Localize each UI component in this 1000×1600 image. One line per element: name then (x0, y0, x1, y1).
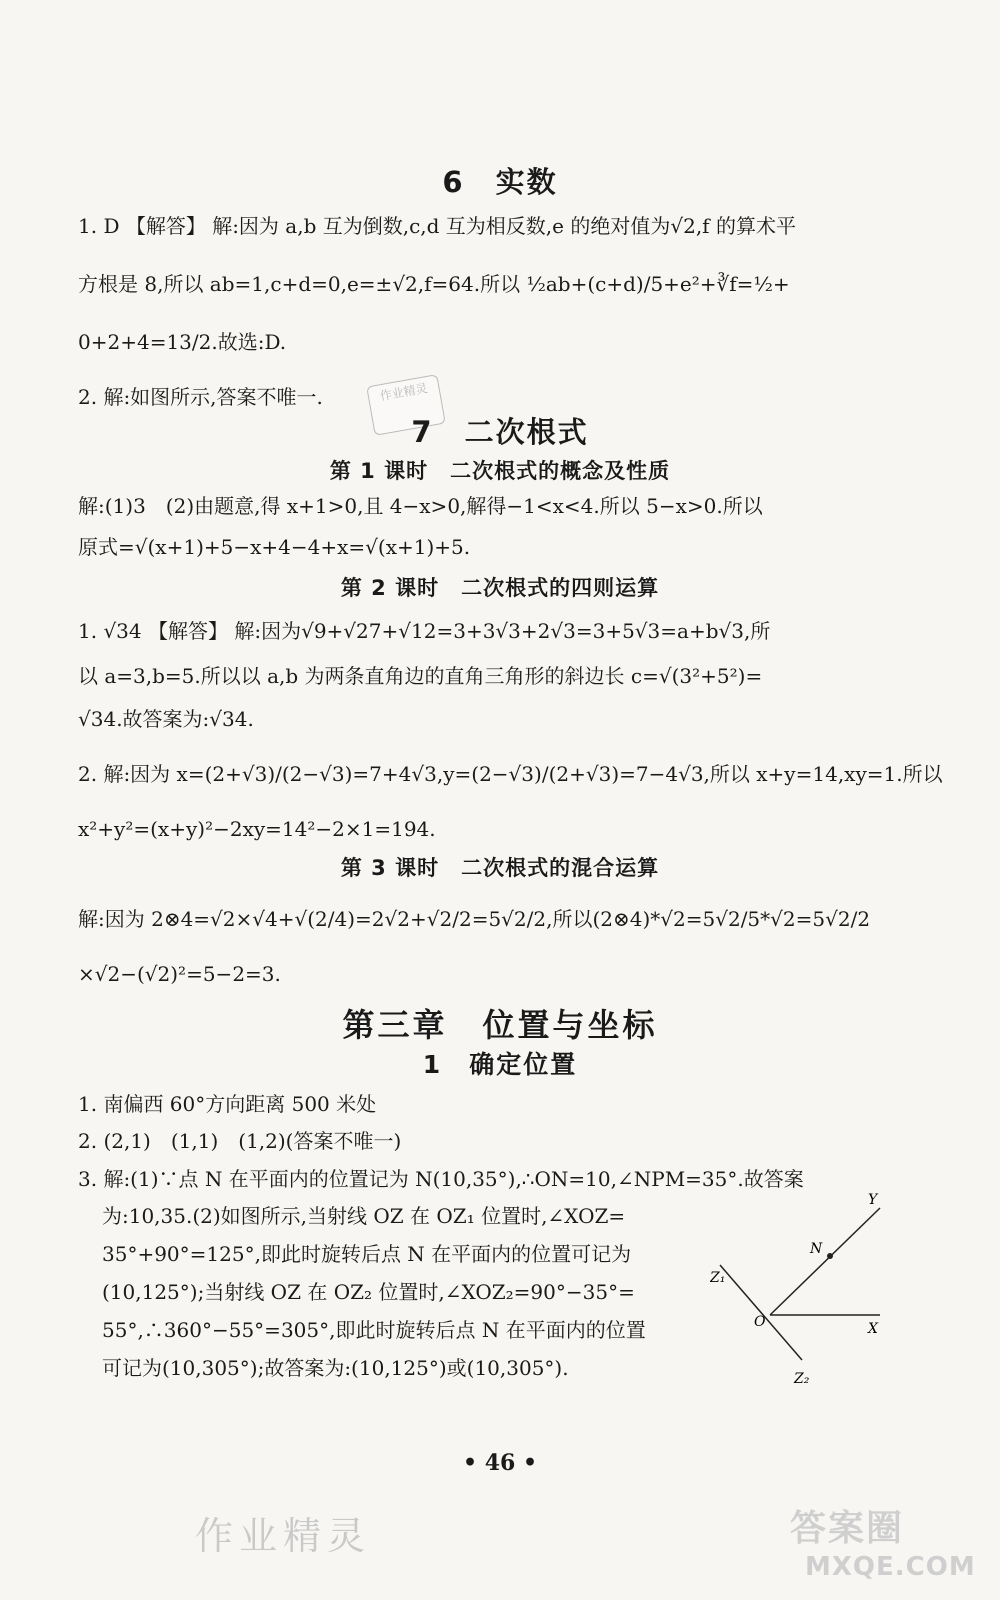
answer-line: √34.故答案为:√34. (78, 707, 254, 731)
answer-line: 3. 解:(1)∵点 N 在平面内的位置记为 N(10,35°),∴ON=10,∠NPM=35°.故答案 (78, 1167, 804, 1191)
answer-line: 35°+90°=125°,即此时旋转后点 N 在平面内的位置可记为 (102, 1242, 632, 1266)
answer-line: 1. √34 【解答】 解:因为√9+√27+√12=3+3√3+2√3=3+5√3=a+b√3,所 (78, 619, 771, 643)
chapter-title: 第三章 位置与坐标 (342, 1006, 658, 1044)
answer-line: 为:10,35.(2)如图所示,当射线 OZ 在 OZ₁ 位置时,∠XOZ= (102, 1204, 626, 1228)
watermark-stamp-text: 作业精灵 (378, 381, 429, 404)
ray-oy (770, 1208, 880, 1315)
answer-line: 0+2+4=13/2.故选:D. (78, 330, 287, 354)
label-z1: Z₁ (710, 1270, 726, 1286)
label-o: O (754, 1314, 766, 1330)
watermark-logo: 答案圈 (790, 1508, 905, 1549)
label-n: N (810, 1241, 823, 1257)
point-n (827, 1253, 833, 1259)
answer-line: 原式=√(x+1)+5−x+4−4+x=√(x+1)+5. (78, 535, 471, 559)
rotation-diagram (710, 1190, 910, 1390)
lesson-title-3: 第 3 课时 二次根式的混合运算 (340, 856, 660, 880)
answer-line: 55°,∴360°−55°=305°,即此时旋转后点 N 在平面内的位置 (102, 1318, 646, 1342)
section-title-7: 7 二次根式 (411, 415, 589, 449)
answer-line: 1. D 【解答】 解:因为 a,b 互为倒数,c,d 互为相反数,e 的绝对值为√2,f 的算术平 (78, 214, 796, 238)
answer-line: x²+y²=(x+y)²−2xy=14²−2×1=194. (78, 817, 436, 841)
watermark-logo-url: MXQE.COM (805, 1552, 976, 1582)
lesson-title-2: 第 2 课时 二次根式的四则运算 (340, 576, 660, 600)
label-y: Y (868, 1192, 878, 1208)
answer-line: 解:因为 2⊗4=√2×√4+√(2/4)=2√2+√2/2=5√2/2,所以(2⊗4)*√2=5√2/5*√2=5√2/2 (78, 907, 871, 931)
label-z2: Z₂ (794, 1371, 810, 1387)
answer-line: 可记为(10,305°);故答案为:(10,125°)或(10,305°). (102, 1356, 569, 1380)
answer-line: 2. 解:如图所示,答案不唯一. (78, 385, 323, 409)
section-title-6: 6 实数 (442, 165, 558, 199)
section-title-1: 1 确定位置 (422, 1050, 578, 1079)
answer-line: 2. 解:因为 x=(2+√3)/(2−√3)=7+4√3,y=(2−√3)/(2+√3)=7−4√3,所以 x+y=14,xy=1.所以 (78, 762, 943, 786)
watermark-text: 作业精灵 (195, 1514, 372, 1558)
answer-line: 2. (2,1) (1,1) (1,2)(答案不唯一) (78, 1129, 402, 1153)
answer-line: 1. 南偏西 60°方向距离 500 米处 (78, 1092, 377, 1116)
label-x: X (868, 1321, 878, 1337)
page-number: • 46 • (462, 1450, 538, 1476)
answer-line: (10,125°);当射线 OZ 在 OZ₂ 位置时,∠XOZ₂=90°−35°= (102, 1280, 635, 1304)
lesson-title-1: 第 1 课时 二次根式的概念及性质 (329, 459, 671, 483)
answer-line: 解:(1)3 (2)由题意,得 x+1>0,且 4−x>0,解得−1<x<4.所以 5−x>0.所以 (78, 494, 763, 518)
answer-line: 方根是 8,所以 ab=1,c+d=0,e=±√2,f=64.所以 ½ab+(c+d)/5+e²+∛f=½+ (78, 272, 790, 296)
answer-line: ×√2−(√2)²=5−2=3. (78, 962, 281, 986)
line-z1-z2 (720, 1265, 802, 1360)
answer-line: 以 a=3,b=5.所以以 a,b 为两条直角边的直角三角形的斜边长 c=√(3²+5²)= (78, 664, 763, 688)
